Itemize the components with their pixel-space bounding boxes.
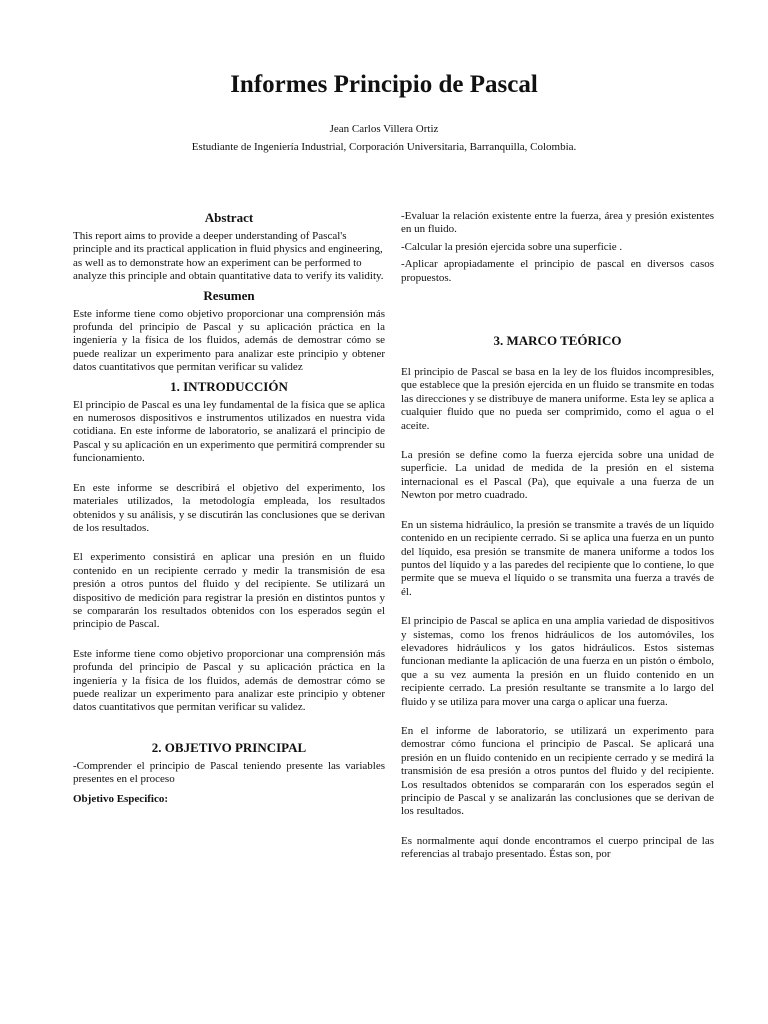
intro-paragraph: El experimento consistirá en aplicar una presión en un fluido contenido en un recipiente cerrado y medir la transmisión de esa presión a otros puntos del fluido y del recipiente. Se utilizará un dispositivo de medición para registrar la presión en distintos puntos y se compararán los resultados obtenidos con los esperados según el principio de Pascal. — [73, 551, 385, 631]
objective-heading: 2. OBJETIVO PRINCIPAL — [151, 739, 307, 755]
resumen-heading: Resumen — [203, 287, 255, 303]
resumen-text: Este informe tiene como objetivo proporcionar una comprensión más profunda del principio de Pascal y su aplicación práctica en la ingeniería y la física de los fluidos, además de demostrar cómo se puede realizar un experimento para analizar este principio y obtener datos cuantitativos que permitan verificar su validez — [73, 307, 385, 374]
introduction-heading: 1. INTRODUCCIÓN — [170, 378, 288, 394]
specific-objective-item: -Evaluar la relación existente entre la fuerza, área y presión existentes en un fluido. — [401, 210, 714, 236]
intro-paragraph: Este informe tiene como objetivo proporcionar una comprensión más profunda del principio de Pascal y su aplicación práctica en la ingeniería y la física de los fluidos, además de demostrar cómo se puede realizar un experimento para analizar este principio y obtener datos cuantitativos que permitan verificar su validez. — [73, 647, 385, 714]
theory-paragraph: El principio de Pascal se basa en la ley de los fluidos incompresibles, que establece que la presión ejercida en un fluido se transmite en todas las direcciones y se distribuye de manera uniforme. Esta ley se aplica a cualquier fluido que no pueda ser comprimido, como el agua o el aceite. — [401, 366, 714, 432]
author-affiliation: Estudiante de Ingeniería Industrial, Corporación Universitaria, Barranquilla, Colombia. — [191, 141, 577, 153]
theory-paragraph: En un sistema hidráulico, la presión se transmite a través de un líquido contenido en un recipiente cerrado. Si se aplica una fuerza en un punto del líquido, esa presión se transmite de manera uniforme a todos los puntos del líquido y a las paredes del recipiente que lo contiene, lo que permite que se mueva el líquido o se transmita una fuerza a través de él. — [401, 518, 714, 598]
theory-paragraph: Es normalmente aquí donde encontramos el cuerpo principal de las referencias al trabajo presentado. Éstas son, por — [401, 834, 714, 861]
intro-paragraph: El principio de Pascal es una ley fundamental de la física que se aplica en numerosos dispositivos e instrumentos utilizados en nuestra vida cotidiana. En este informe de laboratorio, se analizará el principio de Pascal y su aplicación en un experimento que permitirá comprender su funcionamiento. — [73, 398, 385, 465]
theory-heading: 3. MARCO TEÓRICO — [493, 333, 622, 349]
intro-paragraph: En este informe se describirá el objetivo del experimento, los materiales utilizados, la metodología empleada, los resultados obtenidos y su análisis, y se discutirán las conclusiones que se derivan de los resultados. — [73, 481, 385, 534]
abstract-heading: Abstract — [204, 210, 254, 225]
author-name: Jean Carlos Villera Ortiz — [329, 123, 439, 135]
paper-title: Informes Principio de Pascal — [230, 71, 538, 98]
specific-objectives-label: Objetivo Especifico: — [73, 792, 169, 805]
specific-objective-item: -Calcular la presión ejercida sobre una superficie . — [401, 240, 623, 253]
theory-paragraph: El principio de Pascal se aplica en una amplia variedad de dispositivos y sistemas, como los frenos hidráulicos de los automóviles, los elevadores hidráulicos y los gatos hidráulicos. Estos sistemas funcionan mediante la aplicación de una fuerza en un pistón o émbolo, que a su vez aumenta la presión en un fluido contenido en un recipiente cerrado. La presión resultante se transmite a lo largo del fluido y se utiliza para mover una carga o aplicar una fuerza. — [401, 615, 714, 708]
right-column — [401, 210, 714, 862]
theory-paragraph: En el informe de laboratorio, se utilizará un experimento para demostrar cómo funciona el principio de Pascal. Se aplicará una presión en un fluido contenido en un recipiente cerrado y se medirá la transmisión de esa presión a otros puntos del fluido y del recipiente. Los resultados obtenidos se compararán con los esperados según el principio de Pascal y se analizarán las conclusiones que se derivan de los resultados. — [401, 724, 714, 818]
specific-objective-item: -Aplicar apropiadamente el principio de pascal en diversos casos propuestos. — [401, 258, 714, 284]
left-column — [73, 210, 385, 806]
theory-paragraph: La presión se define como la fuerza ejercida sobre una unidad de superficie. La unidad de medida de la presión en el sistema internacional es el Pascal (Pa), que equivale a una fuerza de un Newton por metro cuadrado. — [401, 449, 714, 502]
objective-text: -Comprender el principio de Pascal teniendo presente las variables presentes en el proceso — [73, 759, 385, 786]
abstract-text: This report aims to provide a deeper understanding of Pascal's principle and its practical application in fluid physics and engineering, as well as to demonstrate how an experiment can be performed to analyze this principle and obtain quantitative data to verify its validity. — [73, 230, 384, 283]
